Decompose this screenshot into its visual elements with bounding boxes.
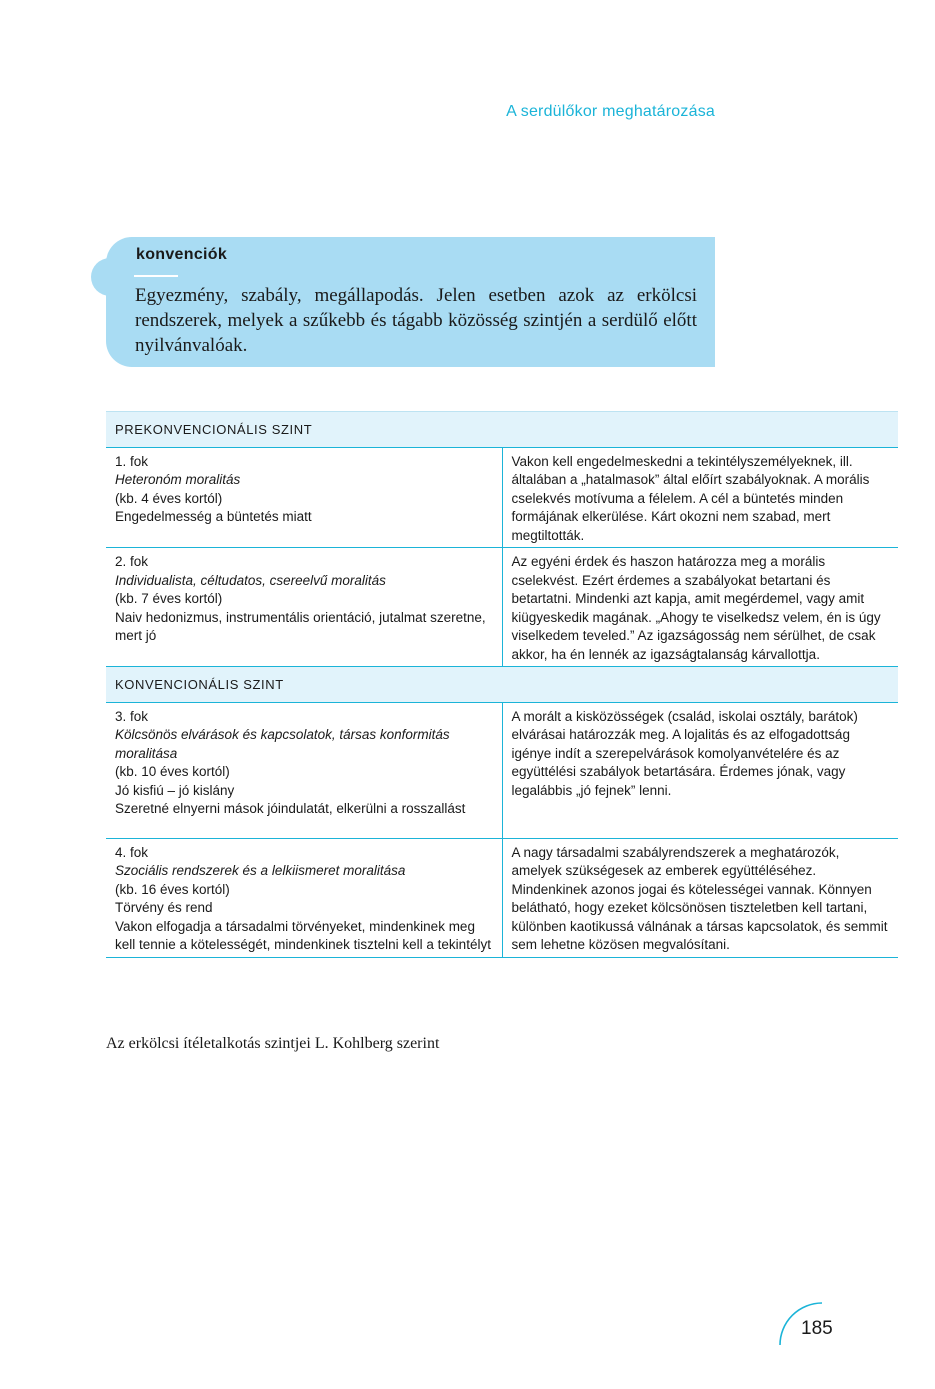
stage-description: A nagy társadalmi szabályrendszerek a meghatározók, amelyek szükségesek az emberek együttéléséhez. Mindenkinek azonos jogai és kötelességei vannak. Könnyen belátható, hogy ezeket kölcsönösen tiszteletben kell tartani, különben kaotikussá válnának a társas kapcsolatok, és semmit sem lehetne közösen megvalósítani. [502,838,898,957]
table-caption: Az erkölcsi ítéletalkotás szintjei L. Kohlberg szerint [106,1035,440,1052]
stage-note: Engedelmesség a büntetés miatt [115,509,312,524]
page-number: 185 [801,1318,833,1339]
stage-age: (kb. 10 éves kortól) [115,764,230,779]
stage-name: Individualista, céltudatos, csereelvű moralitás [115,572,386,588]
stage-description: A morált a kisközösségek (család, iskolai osztály, barátok) elvárásai határozzák meg. A lojalitás és az elfogadottság igénye indít a szerepelvárások komolyanvételére és az együttélési szabályok betartására. Érdemes jónak, vagy legalábbis „jó fejnek” lenni. [502,702,898,838]
stage-note: Vakon elfogadja a társadalmi törvényeket, mindenkinek meg kell tennie a kötelességét, mindenkinek tisztelni kell a tekintélyt [115,918,491,952]
definition-term-underline [134,275,178,277]
stage-cell [106,702,502,838]
stage-cell [106,548,502,667]
stage-number: 3. fok [115,708,149,724]
table-row [106,702,898,838]
stage-note: Törvény és rend [115,900,213,915]
stage-name: Kölcsönös elvárások és kapcsolatok, társas konformitás moralitása [115,727,450,761]
stage-age: (kb. 16 éves kortól) [115,881,230,897]
stage-note: Naiv hedonizmus, instrumentális orientáció, jutalmat szeretne, mert jó [115,609,486,643]
stage-note: Jó kisfiú – jó kislány [115,782,235,798]
stage-number: 4. fok [115,844,149,860]
stage-number: 2. fok [115,554,149,569]
kohlberg-stages-table [106,411,898,958]
stage-description: Az egyéni érdek és haszon határozza meg a morális cselekvést. Ezért érdemes a szabályokat betartani és betartatni. Mindenki azt kapja, amit megérdemel, vagy amit kiügyeskedik magának. „Ahogy te viselkedsz velem, én is úgy viselkedem teveled.” Az igazságosság nem sérülhet, de csak akkor, ha én lennék az igazságtalanság kárvallottja. [502,548,898,667]
stage-number: 1. fok [115,453,149,469]
stage-name: Szociális rendszerek és a lelkiismeret moralitása [115,863,406,878]
stage-note: Szeretné elnyerni mások jóindulatát, elkerülni a rosszallást [115,801,466,816]
definition-term: konvenciók [136,246,228,263]
stage-name: Heteronóm moralitás [115,472,241,487]
stage-cell [106,838,502,957]
definition-text: Egyezmény, szabály, megállapodás. Jelen esetben azok az erkölcsi rendszerek, melyek a szűkebb és tágabb közösség szintjén a serdülő előtt nyilvánvalóak. [135,285,697,356]
page-number-arc [778,1301,858,1381]
table-row [106,838,898,957]
stage-age: (kb. 7 éves kortól) [115,591,223,606]
stage-age: (kb. 4 éves kortól) [115,490,223,506]
table-row [106,447,898,548]
table-row [106,548,898,667]
level-row-preconventional [106,412,898,448]
stage-description: Vakon kell engedelmeskedni a tekintélyszemélyeknek, ill. általában a „hatalmasok” által előírt szabályoknak. A morális cselekvés motívuma a félelem. A cél a büntetés minden formájának elkerülése. Kárt okozni nem szabad, mert megtiltották. [502,447,898,548]
level-row-conventional [106,667,898,703]
stage-cell [106,447,502,548]
level-title: KONVENCIONÁLIS SZINT [106,667,898,703]
running-title: A serdülőkor meghatározása [506,103,715,120]
level-title: PREKONVENCIONÁLIS SZINT [106,412,898,448]
